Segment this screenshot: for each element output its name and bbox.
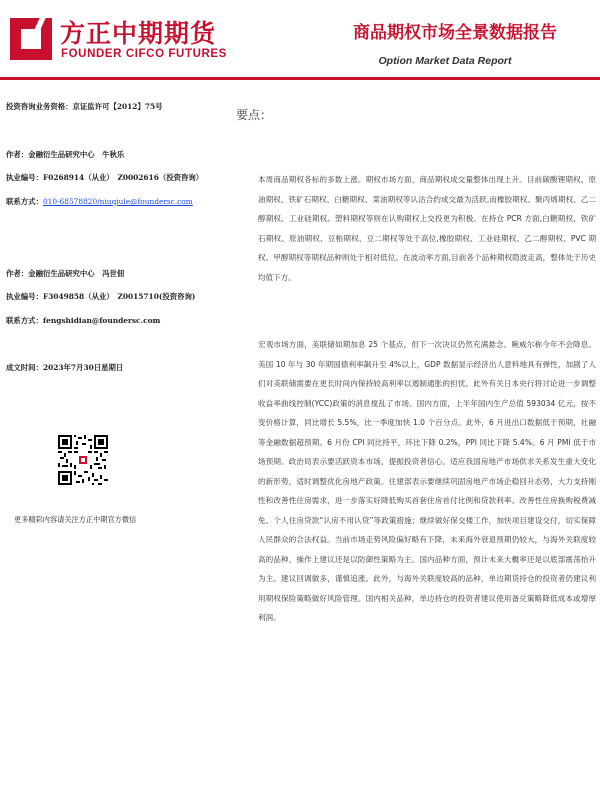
author-sidebar bbox=[0, 80, 232, 800]
author2-contact: 联系方式：fengshidian@foundersc.com bbox=[6, 316, 161, 325]
report-title: 商品期权市场全景数据报告 bbox=[353, 23, 557, 43]
author2-license: 执业编号：F3049858（从业） Z0015710(投资咨询) bbox=[6, 292, 196, 301]
wechat-qr-code[interactable] bbox=[58, 435, 108, 485]
summary-heading: 要点： bbox=[236, 108, 273, 122]
author1-contact bbox=[6, 196, 193, 207]
author1-license: 执业编号：F0268914（从业） Z0002616（投资咨询） bbox=[6, 173, 204, 182]
author1-email-link[interactable]: 010-68578820/niuqiule@foundersc.com bbox=[42, 197, 193, 206]
report-header bbox=[0, 0, 600, 75]
main-content bbox=[232, 80, 600, 800]
summary-paragraph-options: 本周商品期权各标的多数上涨。期权市场方面，商品期权成交量整体出现上升。目前碳酸锂期权、原油期权、铁矿石期权、白糖期权、菜油期权等认沽合约成交最为活跃,而橡胶期权、聚丙烯期权、乙二醇期权、工业硅期权、塑料期权等则在认购期权上交投更为积极。在持仓 PCR 方面,白糖期权、铁矿石期权、原油期权、豆粕期权、豆二期权等处于高位,橡胶期权、工业硅期权、乙二醇期权、PVC 期权、甲醇期权等期权品种则处于相对低位。在波动率方面,目前各个品种期权隐波走高，整体处于历史均值下方。 bbox=[258, 175, 596, 282]
author1-name: 作者：金融衍生品研究中心 牛秋乐 bbox=[6, 150, 125, 159]
company-name-cn: 方正中期期货 bbox=[60, 19, 217, 48]
company-logo-icon bbox=[10, 18, 52, 60]
license-info: 投资咨询业务资格：京证监许可【2012】75号 bbox=[6, 102, 163, 111]
report-subtitle: Option Market Data Report bbox=[378, 55, 512, 67]
author1-contact-label: 联系方式： bbox=[6, 197, 43, 206]
qr-caption: 更多精彩内容请关注方正中期官方微信 bbox=[14, 515, 137, 524]
summary-paragraph-macro: 宏观市场方面，美联储如期加息 25 个基点，但下一次决议仍然充满悬念。鲍威尔称今年不会降息。美国 10 年与 30 年期国债利率飙升至 4%以上，GDP 数据显示经济出人意料地具有弹性，加剧了人们对美联储需要在更长时间内保持较高利率以遏制通胀的担忧。此外有关日本央行将讨论进一步调整收益率曲线控制(YCC)政策的消息搅乱了市场。国内方面，上半年国内生产总值 593034 亿元，按不变价格计算，同比增长 5.5%，比一季度加快 1.0 个百分点。此外，6 月进出口数据低于预期，社融等金融数据超预期。6 月份 CPI 同比持平，环比下降 0.2%，PPI 同比下降 5.4%。6 月 PMI 低于市场预期。政治局表示要活跃资本市场，提振投资者信心。适应我国房地产市场供求关系发生重大变化的新形势，适时调整优化房地产政策。住建部表示要继续巩固房地产市场企稳回升态势，大力支持刚性和改善性住房需求，进一步落实好降低购买首套住房首付比例和贷款利率、改善性住房换购税费减免、个人住房贷款“认房不用认贷”等政策措施；继续做好保交楼工作，加快项目建设交付，切实保障人民群众的合法权益。当前市场走势风险偏好略有下降，未来海外衰退预期仍较大，与海外关联度较高的品种，操作上建议还是以防御性策略为主。国内品种方面，预计未来大概率还是以底部震荡抬升为主。建议回调做多，谨慎追涨。此外，与海外关联度较高的品种，单边期货持仓的投资者仍建议利用期权保险策略做好风险管理。国内相关品种，单边持仓的投资者建议使用备兑策略降低成本或增厚利润。 bbox=[258, 340, 596, 622]
publish-date: 成文时间：2023年7月30日星期日 bbox=[6, 363, 124, 372]
author2-name: 作者：金融衍生品研究中心 冯世佃 bbox=[6, 269, 125, 278]
company-name-en: FOUNDER CIFCO FUTURES bbox=[61, 48, 227, 60]
